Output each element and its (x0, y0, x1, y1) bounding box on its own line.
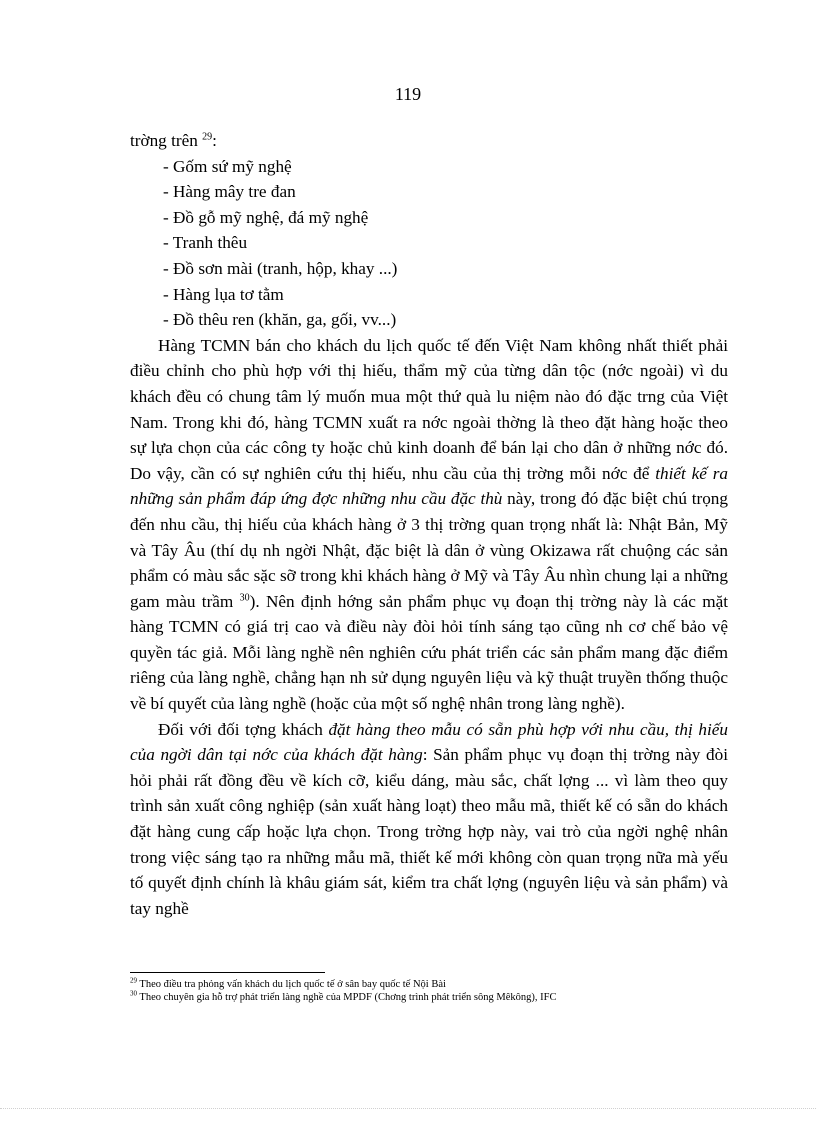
list-item: - Đồ thêu ren (khăn, ga, gối, vv...) (163, 310, 397, 330)
intro-text: trờng trên (130, 131, 203, 150)
footnote-text: Theo chuyên gia hỗ trợ phát triển làng nghề của MPDF (Chơng trình phát triển sông Mêkông), IFC (137, 992, 557, 1003)
paragraph-2 (130, 717, 728, 922)
page-bottom-border (0, 1108, 816, 1109)
document-body (130, 128, 728, 921)
page-number: 119 (394, 84, 422, 104)
paragraph-2-emphasis: đặt hàng theo mẫu có sẵn phù hợp với nhu cầu, thị hiếu của ngời dân tại nớc của khách đặt hàng (130, 719, 728, 765)
paragraph-2-text-a: Đối với đối tợng khách (158, 719, 329, 739)
footnote-29 (130, 978, 750, 991)
list-item: - Đồ sơn mài (tranh, hộp, khay ...) (163, 258, 398, 278)
paragraph-1 (130, 333, 728, 717)
footnote-ref-29: 29 (202, 131, 213, 143)
list-item: - Hàng lụa tơ tằm (163, 284, 284, 304)
footnotes (130, 978, 750, 1004)
paragraph-1-text-b: này, trong đó đặc biệt chú trọng đến nhu cầu, thị hiếu của khách hàng ở 3 thị trờng quan trọng nhất là: Nhật Bản, Mỹ và Tây Âu (thí dụ nh ngời Nhật, đặc biệt là dân ở vùng Okizawa rất chuộng các sản phẩm có màu sắc sặc sỡ trong khi khách hàng ở Mỹ và Tây Âu nhìn chung lại a những gam màu trầm (130, 489, 728, 611)
list-item: - Đồ gỗ mỹ nghệ, đá mỹ nghệ (163, 207, 369, 227)
footnote-ref-30: 30 (239, 591, 250, 603)
paragraph-2-text-b: : Sản phẩm phục vụ đoạn thị trờng này đòi hỏi phải rất đồng đều về kích cỡ, kiểu dáng, màu sắc, chất lợng ... vì làm theo quy trình sản xuất công nghiệp (sản xuất hàng loạt) theo mẫu mã, thiết kế có sẵn do khách đặt hàng cung cấp hoặc lựa chọn. Trong trờng hợp này, vai trò của ngời nghệ nhân trong việc sáng tạo ra những mẫu mã, thiết kế mới không còn quan trọng nữa mà yếu tố quyết định chính là khâu giám sát, kiểm tra chất lợng (nguyên liệu và sản phẩm) và tay nghề (130, 745, 728, 918)
intro-tail: : (212, 131, 217, 150)
intro-line (130, 128, 728, 154)
footnote-separator (130, 972, 325, 973)
footnote-number: 29 (130, 976, 137, 985)
paragraph-1-text-c: ). Nên định hớng sản phẩm phục vụ đoạn thị trờng này là các mặt hàng TCMN có giá trị cao và điều này đòi hỏi tính sáng tạo cũng nh cơ chế bảo vệ quyền tác giả. Mỗi làng nghề nên nghiên cứu phát triển các sản phẩm mang đặc điểm riêng của làng nghề, chẳng hạn nh sử dụng nguyên liệu và kỹ thuật truyền thống thuộc về bí quyết của làng nghề (hoặc của một số nghệ nhân trong làng nghề). (130, 591, 728, 714)
product-list (130, 154, 728, 333)
footnote-number: 30 (130, 989, 137, 998)
list-item: - Tranh thêu (163, 233, 248, 253)
paragraph-1-text-a: Hàng TCMN bán cho khách du lịch quốc tế đến Việt Nam không nhất thiết phải điều chỉnh cho phù hợp với thị hiếu, thẩm mỹ của từng dân tộc (nớc ngoài) vì du khách đều có chung tâm lý muốn mua một thứ quà lu niệm nào đó đặc trng của Việt Nam. Trong khi đó, hàng TCMN xuất ra nớc ngoài thờng là theo đặt hàng hoặc theo sự lựa chọn của các công ty hoặc chủ kinh doanh để bán lại cho dân ở những nớc đó. Do vậy, cần có sự nghiên cứu thị hiếu, nhu cầu của thị trờng mỗi nớc để (130, 335, 728, 483)
paragraph-1-emphasis: thiết kế ra những sản phẩm đáp ứng đợc những nhu cầu đặc thù (130, 463, 729, 509)
list-item: - Gốm sứ mỹ nghệ (163, 156, 292, 176)
footnote-30 (130, 991, 750, 1004)
footnote-text: Theo điều tra phỏng vấn khách du lịch quốc tế ở sân bay quốc tế Nội Bài (137, 979, 446, 990)
list-item: - Hàng mây tre đan (163, 182, 296, 202)
